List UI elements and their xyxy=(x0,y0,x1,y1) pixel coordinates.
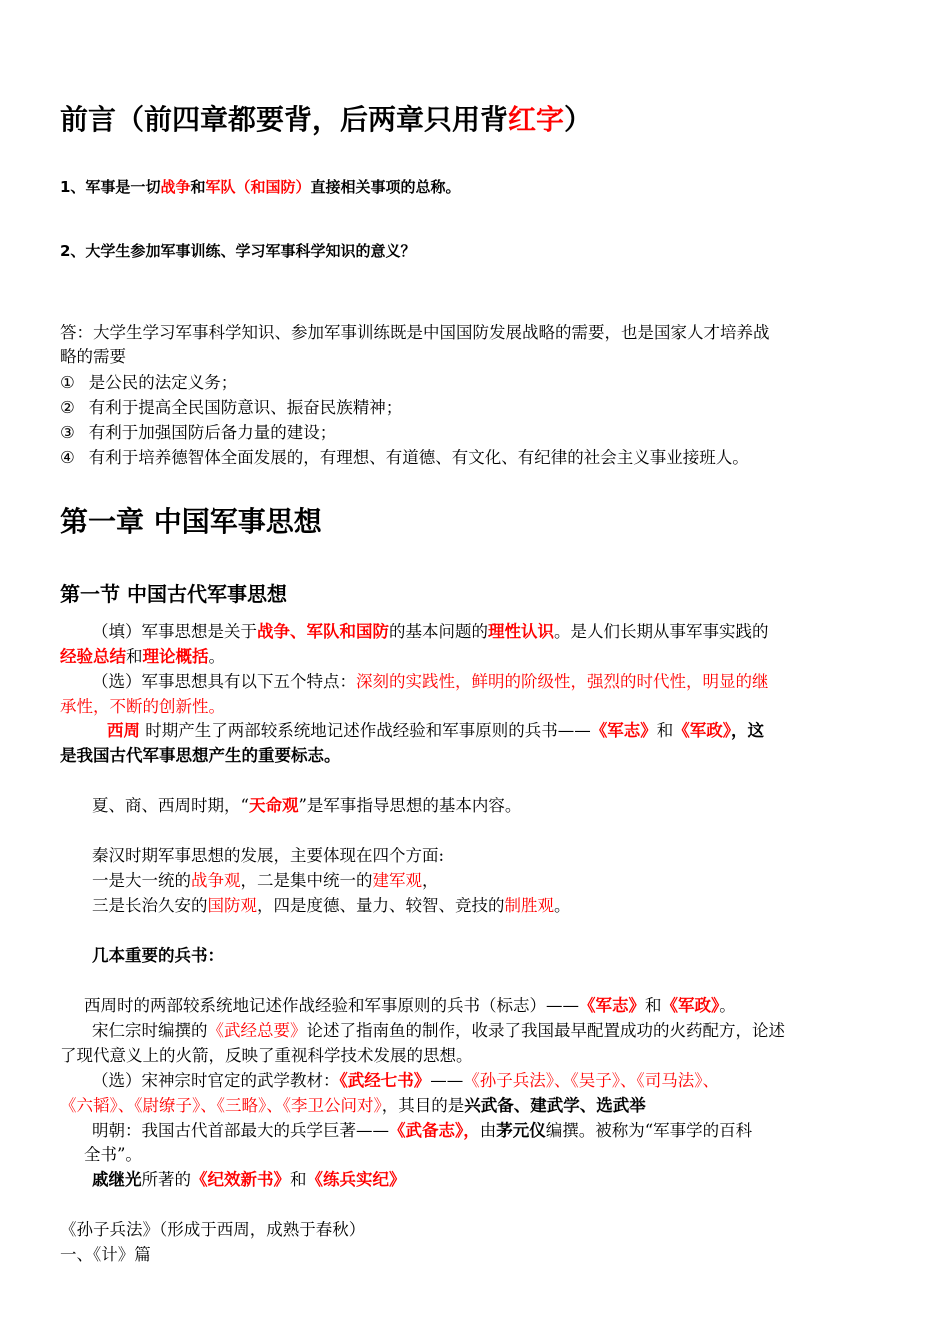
chapter-title: 第一章 中国军事思想 xyxy=(60,505,322,538)
paragraph-5-line-2: 三是长治久安的国防观，四是度德、量力、较智、竞技的制胜观。 xyxy=(92,896,571,915)
ji-chapter-heading: 一、《计》篇 xyxy=(60,1245,151,1264)
section-title: 第一节 中国古代军事思想 xyxy=(60,582,287,606)
book-item-5: 戚继光所著的《纪效新书》和《练兵实纪》 xyxy=(92,1170,406,1189)
answer-line-1: 答：大学生学习军事科学知识、参加军事训练既是中国国防发展战略的需要，也是国家人才培养战 xyxy=(60,323,770,342)
book-item-4-line-2: 全书”。 xyxy=(84,1145,142,1164)
paragraph-1-line-2: 经验总结和理论概括。 xyxy=(60,647,225,666)
question-1: 1、军事是一切战争和军队（和国防）直接相关事项的总称。 xyxy=(60,178,461,196)
sunzi-heading: 《孙子兵法》（形成于西周，成熟于春秋） xyxy=(60,1220,366,1239)
answer-item: ② 有利于提高全民国防意识、振奋民族精神； xyxy=(60,398,403,417)
paragraph-3-line-2: 是我国古代军事思想产生的重要标志。 xyxy=(60,746,341,765)
paragraph-1-line-1: （填）军事思想是关于战争、军队和国防的基本问题的理性认识。是人们长期从事军事实践的 xyxy=(92,622,769,641)
paragraph-5-intro: 秦汉时期军事思想的发展，主要体现在四个方面: xyxy=(92,846,445,865)
paragraph-3-line-1: 西周 时期产生了两部较系统地记述作战经验和军事原则的兵书——《军志》和《军政》，这 xyxy=(107,721,764,740)
books-heading: 几本重要的兵书： xyxy=(92,946,224,965)
book-item-1: 西周时的两部较系统地记述作战经验和军事原则的兵书（标志）——《军志》和《军政》。 xyxy=(84,996,736,1015)
paragraph-2-line-1: （选）军事思想具有以下五个特点：深刻的实践性，鲜明的阶级性，强烈的时代性，明显的继 xyxy=(92,672,769,691)
book-item-4-line-1: 明朝：我国古代首部最大的兵学巨著——《武备志》，由茅元仪编撰。被称为“军事学的百科 xyxy=(92,1121,753,1140)
paragraph-4: 夏、商、西周时期，“天命观”是军事指导思想的基本内容。 xyxy=(92,796,522,815)
book-item-3-line-2: 《六韬》、《尉缭子》、《三略》、《李卫公问对》，其目的是兴武备、建武学、选武举 xyxy=(60,1096,646,1115)
paragraph-2-line-2: 承性，不断的创新性。 xyxy=(60,697,225,716)
book-item-3-line-1: （选）宋神宗时官定的武学教材：《武经七书》——《孙子兵法》、《吴子》、《司马法》、 xyxy=(92,1071,719,1090)
answer-item: ① 是公民的法定义务； xyxy=(60,373,238,392)
paragraph-5-line-1: 一是大一统的战争观，二是集中统一的建军观， xyxy=(92,871,439,890)
book-item-2-line-2: 了现代意义上的火箭，反映了重视科学技术发展的思想。 xyxy=(60,1046,473,1065)
answer-line-2: 略的需要 xyxy=(60,347,126,366)
book-item-2-line-1: 宋仁宗时编撰的《武经总要》论述了指南鱼的制作，收录了我国最早配置成功的火药配方，论述 xyxy=(92,1021,785,1040)
answer-item: ③ 有利于加强国防后备力量的建设； xyxy=(60,423,337,442)
preface-title: 前言（前四章都要背，后两章只用背红字） xyxy=(60,103,593,136)
answer-item: ④ 有利于培养德智体全面发展的，有理想、有道德、有文化、有纪律的社会主义事业接班人。 xyxy=(60,448,749,467)
question-2: 2、大学生参加军事训练、学习军事科学知识的意义？ xyxy=(60,242,416,260)
